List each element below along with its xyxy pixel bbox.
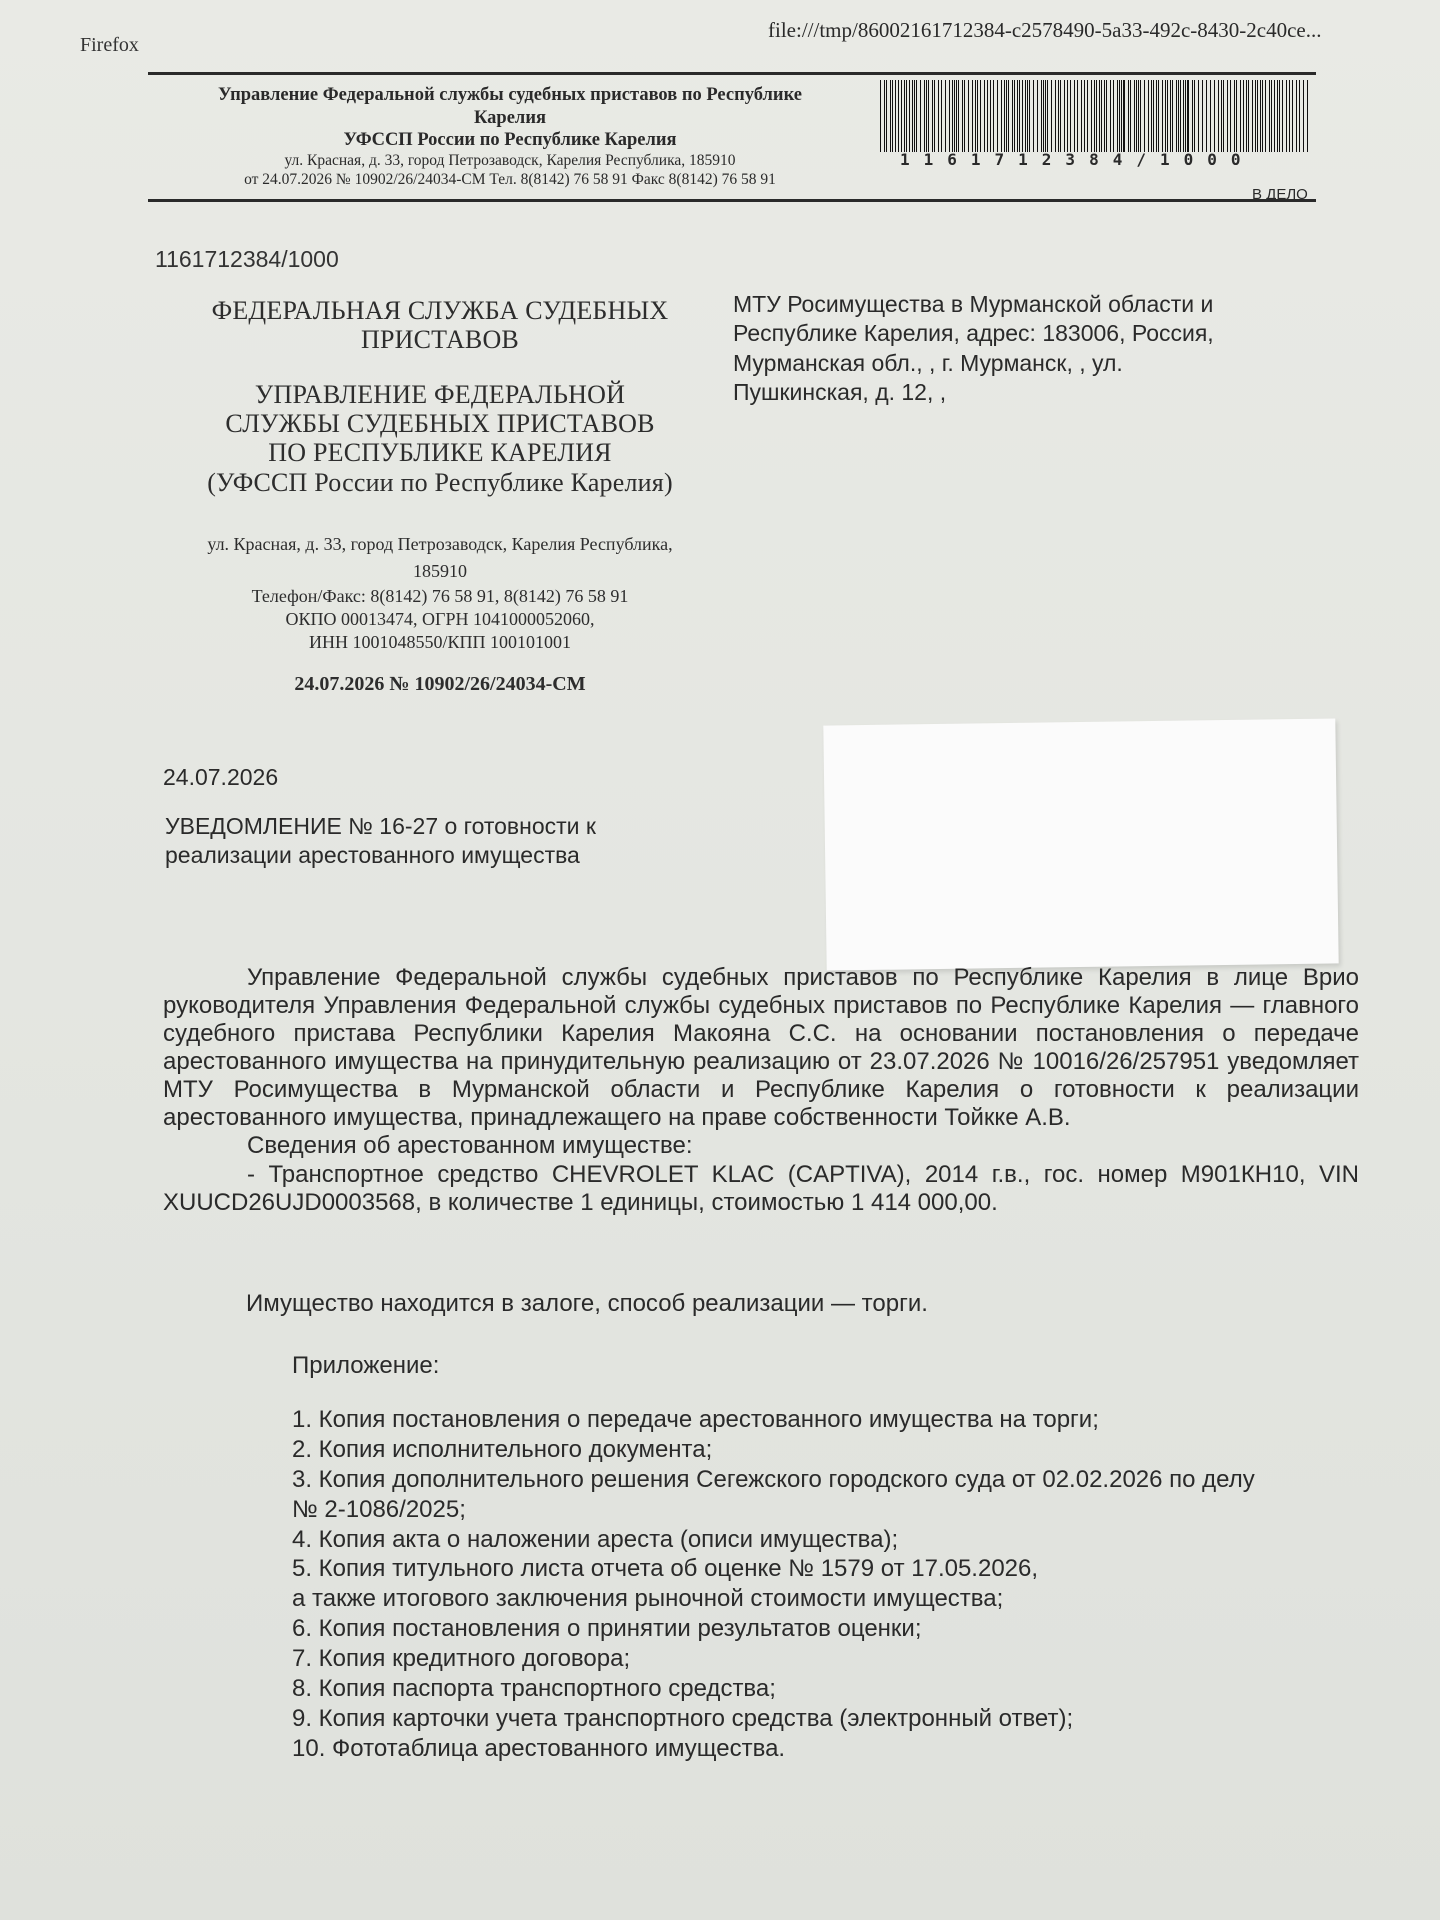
barcode-bar (1277, 80, 1278, 152)
barcode-bar (1027, 80, 1028, 152)
barcode-bar (1134, 80, 1135, 152)
barcode-bar (1269, 80, 1270, 152)
barcode-bar (1227, 80, 1228, 152)
barcode-bar (1165, 80, 1166, 152)
attachment-item: 6. Копия постановления о принятии результатов оценки; (292, 1615, 922, 1643)
barcode-bar (1303, 80, 1304, 152)
barcode-bar (975, 80, 976, 152)
barcode-bar (1185, 80, 1186, 152)
barcode-bar (904, 80, 905, 152)
sender-block (160, 296, 720, 696)
barcode-bar (987, 80, 988, 152)
barcode-bar (1187, 80, 1189, 152)
recipient-line3: Мурманская обл., , г. Мурманск, , ул. (733, 349, 1123, 376)
barcode-bar (1081, 80, 1082, 152)
barcode-bar (1262, 80, 1263, 152)
barcode-bar (1022, 80, 1023, 152)
barcode-bar (916, 80, 917, 152)
barcode-bar (1060, 80, 1061, 152)
service-name-line2: ПРИСТАВОВ (361, 325, 519, 355)
attachment-item: 10. Фототаблица арестованного имущества. (292, 1734, 786, 1762)
barcode-bar (1180, 80, 1181, 152)
barcode-bar (1307, 80, 1308, 152)
attachment-item: 4. Копия акта о наложении ареста (описи имущества); (292, 1525, 899, 1553)
barcode-bar (1230, 80, 1231, 152)
attachment-item: 3. Копия дополнительного решения Сегежского городского суда от 02.02.2026 по делу (292, 1465, 1255, 1493)
barcode-bar (1243, 80, 1244, 152)
attachment-item: 8. Копия паспорта транспортного средства; (292, 1674, 776, 1702)
pledge-statement: Имущество находится в залоге, способ реализации — торги. (246, 1290, 928, 1317)
print-url: file:///tmp/86002161712384-c2578490-5a33-492c-8430-2c40ce... (768, 18, 1322, 42)
barcode-bar (1087, 80, 1088, 152)
barcode-bar (1123, 80, 1125, 152)
barcode-bar (980, 80, 981, 152)
barcode-bar (1119, 80, 1120, 152)
barcode-bar (1279, 80, 1280, 152)
sender-address-line2: 185910 (413, 560, 467, 581)
barcode-bar (1289, 80, 1290, 152)
body-paragraph-main: Управление Федеральной службы судебных приставов по Республике Карелия в лице Врио руководителя Управления Федеральной службы судебных приставов по Республике Карелия — главного судебного пристава Республики Карелия Макояна С.С. на основании постановления о передаче арестованного имущества на принудительную реализацию от 23.07.2026 № 10016/26/257951 уведомляет МТУ Росимущества в Мурманской области и Республике Карелия о готовности к реализации арестованного имущества, принадлежащего на праве собственности Тойкке А.В. (163, 964, 1359, 1132)
barcode-bar (962, 80, 963, 152)
print-app-name: Firefox (80, 34, 139, 56)
header-org-line1: Управление Федеральной службы судебных приставов по Республике (218, 85, 802, 105)
barcode-bar (1070, 80, 1071, 152)
attachment-item: 7. Копия кредитного договора; (292, 1645, 631, 1672)
barcode-bar (1162, 80, 1163, 152)
attachment-item: 9. Копия карточки учета транспортного средства (электронный ответ); (292, 1704, 1074, 1732)
barcode-bar (928, 80, 929, 152)
attachment-item: 1. Копия постановления о передаче арестованного имущества на торги; (292, 1406, 1099, 1433)
barcode-bar (956, 80, 957, 152)
barcode-bar (968, 80, 969, 152)
barcode-bar (938, 80, 939, 152)
barcode-bar (1255, 80, 1256, 152)
document-date: 24.07.2026 (163, 764, 279, 790)
barcode-bar (892, 80, 893, 152)
barcode-bar (1136, 80, 1137, 152)
barcode-bar (1234, 80, 1235, 152)
notice-title-line2: реализации арестованного имущества (165, 841, 580, 868)
attachment-item: 2. Копия исполнительного документа; (292, 1435, 713, 1463)
notice-body (163, 964, 1359, 1217)
dept-name-line3: ПО РЕСПУБЛИКЕ КАРЕЛИЯ (268, 438, 612, 468)
barcode-bar (890, 80, 891, 152)
barcode-bar (1012, 80, 1013, 152)
barcode-bar (1151, 80, 1152, 152)
property-item: - Транспортное средство CHEVROLET KLAC (CAPTIVA), 2014 г.в., гос. номер М901КН10, VIN XUUCD26UJD0003568, в количестве 1 единицы, стоимостью 1 414 000,00. (163, 1160, 1359, 1216)
attachments-list (292, 1405, 1372, 1764)
barcode-bar (1202, 80, 1203, 152)
barcode-bar (1246, 80, 1247, 152)
barcode-bar (1064, 80, 1065, 152)
barcode-bar (1286, 80, 1287, 152)
barcode-bar (1096, 80, 1097, 152)
barcode-bar (1240, 80, 1241, 152)
barcode-bar (1004, 80, 1005, 152)
top-header-block (160, 84, 860, 190)
barcode-bar (964, 80, 965, 152)
barcode-bar (1029, 80, 1030, 152)
barcode-bar (912, 80, 913, 152)
barcode-bar (886, 80, 887, 152)
barcode-bar (909, 80, 910, 152)
barcode-bar (990, 80, 991, 152)
barcode-bar (984, 80, 985, 152)
barcode-bar (1223, 80, 1224, 152)
barcode-bar (1077, 80, 1078, 152)
dept-name-line1: УПРАВЛЕНИЕ ФЕДЕРАЛЬНОЙ (254, 380, 626, 410)
barcode-bar (920, 80, 921, 152)
recipient-line1: МТУ Росимущества в Мурманской области и (733, 291, 1214, 317)
barcode-bar (958, 80, 959, 152)
barcode-bar (1117, 80, 1118, 152)
paper-patch (823, 718, 1338, 970)
barcode-bar (1299, 80, 1300, 152)
barcode-bar (1198, 80, 1199, 152)
barcode-number: 1161712384/1000 (900, 150, 1255, 169)
barcode-bar (1058, 80, 1059, 152)
barcode-bar (1178, 80, 1179, 152)
barcode-bar (1067, 80, 1068, 152)
barcode-bar (993, 80, 994, 152)
barcode-bar (1101, 80, 1102, 152)
barcode-bar (932, 80, 933, 152)
header-short-name: УФССП России по Республике Карелия (343, 130, 677, 151)
registration-number: 24.07.2026 № 10902/26/24034-СМ (294, 672, 586, 695)
barcode-bar (1045, 80, 1046, 152)
barcode-bar (1110, 80, 1111, 152)
barcode-image (880, 80, 1310, 152)
barcode-bar (1218, 80, 1219, 152)
barcode-bar (1153, 80, 1154, 152)
notice-title-line1: УВЕДОМЛЕНИЕ № 16-27 о готовности к (165, 813, 596, 839)
attachment-item: а также итогового заключения рыночной стоимости имущества; (292, 1585, 1004, 1613)
barcode-bar (898, 80, 899, 152)
barcode-bar (924, 80, 925, 152)
barcode-bar (1106, 80, 1107, 152)
barcode-bar (1130, 80, 1131, 152)
barcode-bar (901, 80, 902, 152)
barcode-bar (906, 80, 907, 152)
header-bottom-rule (148, 199, 1316, 202)
barcode-bar (1091, 80, 1092, 152)
barcode-bar (1170, 80, 1171, 152)
barcode-bar (1043, 80, 1044, 152)
barcode-bar (1192, 80, 1193, 152)
barcode-bar (997, 80, 998, 152)
barcode-bar (1167, 80, 1168, 152)
barcode-bar (1214, 80, 1215, 152)
barcode-bar (1041, 80, 1042, 152)
barcode-bar (1292, 80, 1293, 152)
attachment-item: № 2-1086/2025; (292, 1495, 466, 1523)
barcode-bar (1148, 80, 1149, 152)
sender-phone: Телефон/Факс: 8(8142) 76 58 91, 8(8142) 76 58 91 (251, 585, 629, 606)
recipient-line4: Пушкинская, д. 12, , (733, 379, 947, 406)
barcode-bar (1194, 80, 1195, 152)
barcode-bar (1144, 80, 1145, 152)
barcode-bar (1017, 80, 1018, 152)
attachment-item: 5. Копия титульного листа отчета об оценке № 1579 от 17.05.2026, (292, 1555, 1039, 1583)
barcode-bar (1025, 80, 1026, 152)
barcode-bar (1033, 80, 1034, 152)
barcode-bar (914, 80, 915, 152)
barcode-bar (1047, 80, 1048, 152)
barcode-bar (1138, 80, 1139, 152)
barcode-bar (1296, 80, 1297, 152)
barcode-bar (1104, 80, 1105, 152)
barcode-bar (1172, 80, 1173, 152)
barcode-bar (1221, 80, 1222, 152)
sender-okpo: ОКПО 00013474, ОГРН 1041000052060, (285, 609, 595, 630)
v-delo-mark: В ДЕЛО (1252, 186, 1308, 203)
recipient-block (733, 290, 1293, 408)
barcode-bar (949, 80, 950, 152)
document-id: 1161712384/1000 (155, 246, 339, 272)
barcode-bar (1271, 80, 1272, 152)
barcode-bar (1274, 80, 1275, 152)
barcode-bar (1156, 80, 1157, 152)
barcode-bar (1121, 80, 1122, 152)
dept-name-line2: СЛУЖБЫ СУДЕБНЫХ ПРИСТАВОВ (225, 409, 655, 439)
header-address: ул. Красная, д. 33, город Петрозаводск, Карелия Республика, 185910 (284, 151, 736, 169)
barcode-bar (1265, 80, 1266, 152)
barcode-bar (1128, 80, 1129, 152)
barcode-bar (1094, 80, 1095, 152)
barcode-bar (1074, 80, 1075, 152)
barcode-bar (972, 80, 973, 152)
barcode-bar (884, 80, 885, 152)
barcode-bar (880, 80, 881, 152)
barcode-bar (1099, 80, 1100, 152)
barcode-bar (977, 80, 978, 152)
barcode-bar (1252, 80, 1253, 152)
barcode-bar (954, 80, 955, 152)
barcode-bar (1008, 80, 1009, 152)
barcode-bar (1176, 80, 1177, 152)
barcode-bar (1236, 80, 1237, 152)
dept-name-line4: (УФССП России по Республике Карелия) (207, 467, 673, 497)
sender-inn: ИНН 1001048550/КПП 100101001 (308, 632, 571, 653)
barcode-bar (1001, 80, 1002, 152)
barcode-bar (1140, 80, 1141, 152)
barcode-bar (1210, 80, 1211, 152)
barcode-bar (945, 80, 946, 152)
barcode-bar (1260, 80, 1261, 152)
notice-title (165, 812, 725, 870)
barcode-bar (1037, 80, 1038, 152)
barcode-bar (1051, 80, 1052, 152)
attachments-title: Приложение: (292, 1352, 440, 1379)
service-name-line1: ФЕДЕРАЛЬНАЯ СЛУЖБА СУДЕБНЫХ (211, 296, 669, 325)
barcode-bar (926, 80, 927, 152)
barcode-bar (1183, 80, 1184, 152)
barcode-bar (1019, 80, 1020, 152)
barcode-bar (1248, 80, 1249, 152)
header-org-line2: Карелия (474, 107, 546, 128)
barcode-bar (1084, 80, 1085, 152)
barcode-bar (1158, 80, 1159, 152)
property-heading: Сведения об арестованном имуществе: (247, 1132, 693, 1160)
barcode-bar (952, 80, 953, 152)
barcode-bar (1014, 80, 1015, 152)
sender-address-line1: ул. Красная, д. 33, город Петрозаводск, Карелия Республика, (207, 533, 673, 554)
barcode-bar (941, 80, 942, 152)
header-top-rule (148, 72, 1316, 75)
barcode-bar (895, 80, 896, 152)
barcode-bar (1257, 80, 1258, 152)
barcode-bar (1113, 80, 1114, 152)
barcode-bar (1206, 80, 1207, 152)
header-reference: от 24.07.2026 № 10902/26/24034-СМ Тел. 8(8142) 76 58 91 Факс 8(8142) 76 58 91 (244, 170, 776, 188)
barcode-bar (1282, 80, 1283, 152)
barcode-bar (1055, 80, 1056, 152)
barcode-bar (934, 80, 935, 152)
recipient-line2: Республике Карелия, адрес: 183006, Россия, (733, 320, 1214, 347)
barcode-bar (1006, 80, 1007, 152)
